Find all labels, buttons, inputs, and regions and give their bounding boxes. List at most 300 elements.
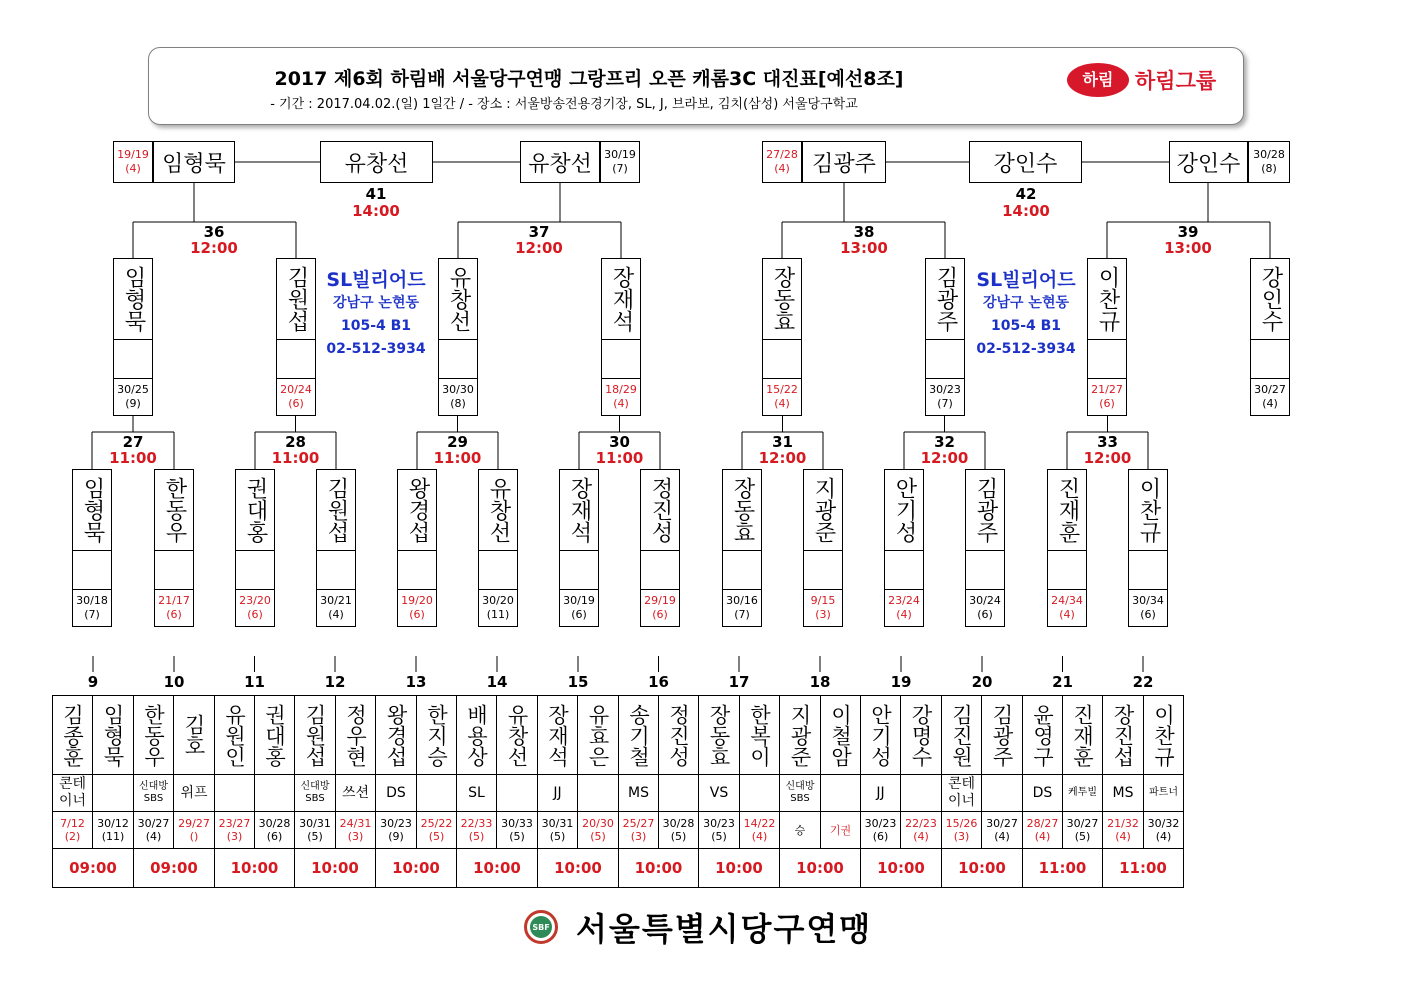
score-text: 30/23 [864,817,897,830]
score-text: 24/34 [1051,594,1083,607]
rank-text: (3) [630,830,647,843]
round1-match-number: 16 [648,673,669,691]
score-text: 20/24 [280,383,312,396]
round1-club-name [577,774,619,812]
round2-empty-cell [803,550,843,590]
round2-empty-cell [316,550,356,590]
round1-player-name: 장동효 [698,695,740,775]
round2-empty-cell [640,550,680,590]
round1-player-score [1062,811,1103,849]
round1-player-score [416,811,457,849]
round1-player-score [496,811,538,849]
round1-player-name: 배용상 [456,695,497,775]
round1-match-time: 10:00 [860,848,942,888]
rank-text: (4) [145,830,162,843]
round3-player-name: 장동효 [762,258,802,340]
round2-player-score [235,589,275,627]
score-text: 30/18 [76,594,108,607]
round1-match-time: 10:00 [941,848,1023,888]
round1-club-name [739,774,780,812]
rank-text: (8) [1261,162,1277,175]
round1-player-name: 장진섭 [1102,695,1144,775]
rank-text: (6) [652,608,668,621]
rank-text: (9) [125,397,141,410]
score-text: 21/32 [1107,817,1139,830]
round1-match-time: 10:00 [456,848,538,888]
round1-player-score [860,811,901,849]
round1-player-score [254,811,295,849]
rank-text: (8) [450,397,466,410]
round3-empty-cell [113,339,153,379]
rank-text: (11) [486,608,510,621]
round3-player-score [925,378,965,416]
rank-text: (7) [612,162,628,175]
score-text: 30/27 [137,817,170,830]
round2-player-name: 유창선 [478,469,518,551]
round2-player-name: 임형묵 [72,469,112,551]
score-text: 28/27 [1026,817,1059,830]
rank-text: (7) [734,608,750,621]
rank-text: (6) [409,608,425,621]
rank-text: (3) [815,608,831,621]
round1-match-time: 09:00 [52,848,134,888]
round1-player-score [820,811,861,849]
round2-player-score [722,589,762,627]
round2-player-name: 왕경섭 [397,469,437,551]
round1-player-name: 정우현 [335,695,376,775]
round1-player-name: 정진성 [658,695,699,775]
round1-player-score [335,811,376,849]
round1-player-name: 유창선 [496,695,538,775]
rank-text: (6) [977,608,993,621]
round2-player-score [316,589,356,627]
harim-group-logo-text: 하림그룹 [1135,69,1217,93]
match-time: 11:00 [271,449,320,467]
rank-text: (4) [125,162,141,175]
round3-player-name: 김광주 [925,258,965,340]
round3-player-name: 강인수 [1250,258,1290,340]
round2-player-name: 정진성 [640,469,680,551]
round1-club-name [658,774,699,812]
page-title: 2017 제6회 하림배 서울당구연맹 그랑프리 오픈 캐롬3C 대진표[예선8조] [274,68,904,90]
club-text: 콘테 이너 [58,776,87,809]
venue-address-detail: 105-4 B1 [990,318,1062,334]
match-number: 41 [365,185,387,203]
round3-empty-cell [1250,339,1290,379]
rank-text: (4) [328,608,344,621]
rank-text: (4) [994,830,1010,843]
round2-player-score [478,589,518,627]
page-subtitle: - 기간 : 2017.04.02.(일) 1일간 / - 장소 : 서울방송전용경기장, SL, J, 브라보, 김치(삼성) 서울당구학교 [270,97,858,112]
score-text: 21/27 [1091,383,1123,396]
score-text: 9/15 [810,594,836,607]
round2-player-score [1128,589,1168,627]
round1-player-name: 지광준 [779,695,821,775]
round1-player-name: 김광주 [981,695,1023,775]
round3-player-score [276,378,316,416]
rank-text: (4) [751,830,768,843]
round1-match-time: 10:00 [779,848,861,888]
match-time: 14:00 [352,202,400,220]
round1-player-name: 한지승 [416,695,457,775]
rank-text: (5) [549,830,566,843]
round2-player-name: 안기성 [884,469,924,551]
score-text: 30/19 [604,148,636,161]
round1-player-name: 권대홍 [254,695,295,775]
score-text: 29/19 [644,594,676,607]
venue-address-detail: 105-4 B1 [340,318,412,334]
finalist-name: 김광주 [802,141,886,183]
round2-player-score [1047,589,1087,627]
round2-player-name: 장재석 [559,469,599,551]
rank-text: (9) [388,830,404,843]
club-text: 콘테 이너 [947,776,976,809]
round3-player-name: 유창선 [438,258,478,340]
round1-club-name [133,774,174,812]
rank-text: (6) [1140,608,1156,621]
rank-text: (4) [1262,397,1278,410]
round3-player-name: 임형묵 [113,258,153,340]
rank-text: (3) [953,830,970,843]
match-time: 14:00 [1002,202,1050,220]
round1-club-name [618,774,659,812]
round1-club-name [820,774,861,812]
footer [524,905,872,949]
round1-player-name: 김호 [173,695,215,775]
round2-empty-cell [722,550,762,590]
round3-player-name: 장재석 [601,258,641,340]
score-text: 30/25 [117,383,149,396]
score-text: 19/20 [401,594,433,607]
round1-match-time: 10:00 [214,848,295,888]
round1-club-name [1143,774,1184,812]
round1-player-name: 왕경섭 [375,695,417,775]
score-text: 23/20 [239,594,271,607]
score-text: 30/28 [258,817,291,830]
round2-player-name: 한동우 [154,469,194,551]
round1-club-name [416,774,457,812]
round2-player-score [72,589,112,627]
round2-empty-cell [72,550,112,590]
round1-club-name [1022,774,1063,812]
match-time: 11:00 [109,449,157,467]
score-text: 승 [794,823,806,837]
rank-text: (5) [307,830,323,843]
round2-player-name: 장동효 [722,469,762,551]
round1-player-name: 송기철 [618,695,659,775]
header-box [148,47,1244,125]
round1-player-score [375,811,417,849]
rank-text: (6) [571,608,587,621]
score-text: 30/31 [299,817,331,830]
round1-match-number: 22 [1132,673,1154,691]
match-number: 42 [1015,185,1037,203]
round1-match-number: 12 [324,673,346,691]
round1-club-name [375,774,417,812]
round2-player-name: 지광준 [803,469,843,551]
club-text: 쓰션 [341,784,370,801]
round2-player-name: 이찬규 [1128,469,1168,551]
round1-club-name [900,774,942,812]
round3-player-score [1250,378,1290,416]
round2-player-score [559,589,599,627]
rank-text: (3) [226,830,243,843]
round1-player-score [1143,811,1184,849]
club-text: VS [709,784,729,801]
score-text: 30/31 [541,817,574,830]
round1-player-name: 윤영구 [1022,695,1063,775]
score-text: 7/12 [60,817,85,830]
venue-phone: 02-512-3934 [326,341,426,357]
round1-player-score [1022,811,1063,849]
match-number: 38 [853,223,875,241]
rank-text: (6) [288,397,304,410]
round1-player-name: 안기성 [860,695,901,775]
rank-text: (5) [468,830,485,843]
rank-text: (6) [166,608,182,621]
score-text: 18/29 [605,383,637,396]
rank-text: (4) [774,162,790,175]
score-text: 21/17 [158,594,190,607]
score-text: 30/28 [1253,148,1285,161]
rank-text: (4) [1034,830,1051,843]
round1-player-score [92,811,134,849]
round3-player-name: 김원섭 [276,258,316,340]
round1-match-number: 9 [87,673,99,691]
score-text: 22/33 [460,817,493,830]
club-text: DS [386,784,406,801]
venue-name: SL빌리어드 [976,269,1076,291]
round1-match-number: 20 [971,673,993,691]
round2-player-name: 권대홍 [235,469,275,551]
club-text: 신대방 SBS [139,781,168,804]
round1-player-score [698,811,740,849]
round1-match-time: 11:00 [1022,848,1103,888]
rank-text: (5) [1074,830,1091,843]
round1-player-name: 김진원 [941,695,982,775]
score-text: 20/30 [582,817,614,830]
rank-text: (4) [1115,830,1131,843]
round3-player-score [762,378,802,416]
match-number: 30 [609,433,630,451]
finalist-score [113,141,153,183]
finalist-name: 강인수 [1169,141,1248,183]
rank-text: (4) [913,830,929,843]
match-time: 12:00 [515,239,563,257]
round1-match-number: 11 [244,673,265,691]
score-text: 14/22 [743,817,776,830]
match-number: 37 [528,223,550,241]
match-time: 11:00 [433,449,482,467]
round1-player-name: 유원인 [214,695,255,775]
score-text: 30/33 [501,817,533,830]
venue-address: 강남구 논현동 [982,295,1070,311]
round1-match-number: 13 [405,673,427,691]
round1-match-time: 10:00 [294,848,376,888]
club-text: DS [1032,784,1053,801]
round2-player-score [965,589,1005,627]
match-number: 29 [447,433,468,451]
round1-match-time: 10:00 [618,848,699,888]
round2-player-score [884,589,924,627]
rank-text: (5) [509,830,525,843]
round1-player-score [456,811,497,849]
club-text: SL [468,784,485,801]
score-text: 30/16 [726,594,758,607]
rank-text: (4) [774,397,790,410]
rank-text: (4) [613,397,629,410]
round1-player-score [900,811,942,849]
match-number: 39 [1177,223,1199,241]
round1-club-name [537,774,578,812]
score-text: 30/20 [482,594,514,607]
venue-name: SL빌리어드 [326,269,426,291]
round1-player-name: 이찬규 [1143,695,1184,775]
score-text: 15/22 [766,383,798,396]
rank-text: (4) [896,608,912,621]
rank-text: () [189,830,199,843]
round3-empty-cell [601,339,641,379]
round1-player-name: 진재훈 [1062,695,1103,775]
round1-player-score [52,811,93,849]
round1-club-name [173,774,215,812]
match-number: 32 [934,433,955,451]
match-time: 12:00 [1083,449,1132,467]
round2-empty-cell [235,550,275,590]
score-text: 25/22 [420,817,453,830]
score-text: 30/12 [97,817,129,830]
finalist-name: 유창선 [520,141,600,183]
club-text: 케투빌 [1068,787,1097,798]
round1-match-number: 18 [809,673,831,691]
finalist-name: 강인수 [969,141,1082,183]
rank-text: (6) [266,830,283,843]
round1-match-number: 17 [728,673,750,691]
finalist-score [762,141,802,183]
round1-player-score [294,811,336,849]
rank-text: (6) [872,830,889,843]
score-text: 기권 [829,823,852,837]
match-time: 13:00 [840,239,888,257]
round3-player-score [601,378,641,416]
match-time: 13:00 [1164,239,1212,257]
match-number: 27 [122,433,144,451]
round3-player-score [113,378,153,416]
match-number: 36 [203,223,225,241]
venue-info [956,268,1096,361]
round1-player-name: 한복이 [739,695,780,775]
venue-phone: 02-512-3934 [976,341,1076,357]
round2-empty-cell [965,550,1005,590]
round1-player-score [739,811,780,849]
round1-player-name: 김원섭 [294,695,336,775]
rank-text: (5) [711,830,727,843]
round1-club-name [214,774,255,812]
score-text: 30/27 [1254,383,1286,396]
federation-name: 서울특별시당구연맹 [576,910,873,948]
round2-player-name: 진재훈 [1047,469,1087,551]
finalist-name: 유창선 [320,141,433,183]
round1-match-number: 19 [890,673,912,691]
round2-player-name: 김광주 [965,469,1005,551]
round1-match-number: 15 [567,673,589,691]
match-time: 12:00 [920,449,969,467]
round1-club-name [254,774,295,812]
round2-empty-cell [154,550,194,590]
score-text: 23/24 [888,594,920,607]
score-text: 25/27 [622,817,655,830]
club-text: 신대방 SBS [785,781,815,804]
club-text: 신대방 SBS [300,781,330,804]
rank-text: (4) [1059,608,1075,621]
score-text: 30/27 [1066,817,1099,830]
round3-player-score [1087,378,1127,416]
harim-logo: 하림 [1067,63,1129,97]
round1-player-name: 한동우 [133,695,174,775]
rank-text: (3) [347,830,364,843]
round1-club-name [335,774,376,812]
round2-player-score [803,589,843,627]
round1-match-number: 14 [486,673,508,691]
round1-player-score [133,811,174,849]
score-text: 30/23 [380,817,412,830]
score-text: 30/23 [703,817,735,830]
rank-text: (2) [64,830,81,843]
round1-club-name [294,774,336,812]
round1-player-score [658,811,699,849]
club-text: JJ [553,784,562,801]
round1-player-name: 강명수 [900,695,942,775]
score-text: 30/30 [442,383,474,396]
round1-player-name: 임형묵 [92,695,134,775]
round1-match-time: 10:00 [698,848,780,888]
club-text: MS [628,784,649,801]
round1-player-score [577,811,619,849]
round1-player-score [779,811,821,849]
round2-player-score [640,589,680,627]
match-number: 33 [1097,433,1118,451]
rank-text: (5) [590,830,606,843]
federation-emblem-icon: SBF [524,910,558,944]
rank-text: (5) [670,830,687,843]
round1-player-score [981,811,1023,849]
score-text: 27/28 [766,148,798,161]
round2-player-score [154,589,194,627]
venue-address: 강남구 논현동 [332,295,420,311]
rank-text: (7) [84,608,100,621]
rank-text: (5) [428,830,445,843]
score-text: 30/27 [986,817,1018,830]
match-number: 28 [285,433,306,451]
round1-match-time: 10:00 [375,848,457,888]
round1-player-score [173,811,215,849]
round1-club-name [496,774,538,812]
round1-club-name [860,774,901,812]
round1-player-score [214,811,255,849]
round1-player-score [618,811,659,849]
score-text: 19/19 [117,148,149,161]
match-time: 11:00 [595,449,644,467]
round1-player-name: 김종훈 [52,695,93,775]
round1-club-name [981,774,1023,812]
score-text: 30/32 [1147,817,1180,830]
round1-match-number: 21 [1052,673,1073,691]
score-text: 29/27 [178,817,210,830]
round3-empty-cell [762,339,802,379]
round3-player-name: 이찬규 [1087,258,1127,340]
round1-club-name [1062,774,1103,812]
round1-club-name [1102,774,1144,812]
